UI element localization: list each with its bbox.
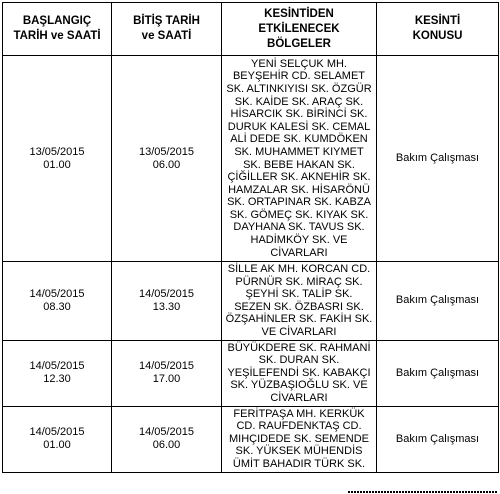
header-affected-regions bbox=[222, 3, 377, 56]
region-line: HİSARCIK SK. BİRİNCİ SK. bbox=[230, 108, 368, 121]
outage-topic-cell bbox=[377, 56, 499, 262]
header-topic-line: KONUSU bbox=[412, 30, 463, 42]
header-start-line: TARİH ve SAATİ bbox=[13, 30, 101, 42]
region-line: PÜRNÜR SK. MİRAÇ SK. bbox=[235, 275, 363, 288]
page-bottom-rule bbox=[348, 491, 498, 493]
region-line: MIHÇIDEDE SK. SEMENDE bbox=[229, 432, 369, 445]
outage-topic-cell bbox=[377, 340, 499, 406]
start-datetime-cell bbox=[3, 56, 112, 262]
header-end-datetime bbox=[112, 3, 222, 56]
outage-topic: Bakım Çalışması bbox=[395, 152, 480, 165]
region-line: ÜMİT BAHADIR TÜRK SK. bbox=[232, 457, 366, 470]
region-line: VE CİVARLARI bbox=[261, 325, 337, 338]
end-date: 14/05/2015 bbox=[138, 426, 195, 439]
end-datetime-cell bbox=[112, 340, 222, 406]
header-topic-line: KESİNTİ bbox=[414, 15, 461, 27]
header-outage-topic bbox=[377, 3, 499, 56]
end-datetime-cell bbox=[112, 262, 222, 341]
end-datetime-cell bbox=[112, 406, 222, 472]
affected-regions-cell bbox=[222, 340, 377, 406]
region-line: ŞEYHİ SK. TALİP SK. bbox=[245, 288, 353, 301]
region-line: BEYŞEHİR CD. SELAMET bbox=[232, 70, 366, 83]
region-line: SK. ALTINKIYISI SK. ÖZGÜR bbox=[226, 82, 372, 95]
end-date: 13/05/2015 bbox=[138, 145, 195, 158]
outage-topic: Bakım Çalışması bbox=[395, 432, 480, 445]
start-time: 01.00 bbox=[43, 439, 71, 452]
start-date: 14/05/2015 bbox=[29, 288, 85, 301]
end-date: 14/05/2015 bbox=[138, 360, 195, 373]
header-start-line: BAŞLANGIÇ bbox=[22, 15, 92, 27]
end-time: 13.30 bbox=[152, 300, 181, 313]
region-line: DAYHANA SK. TAVUS SK. bbox=[233, 221, 365, 234]
region-line: CİVARLARI bbox=[270, 391, 328, 404]
header-regions-line: KESİNTİDEN ETKİLENECEK bbox=[258, 7, 340, 35]
region-line: SK. ORTAPINAR SK. KABZA bbox=[227, 196, 371, 209]
affected-regions-cell bbox=[222, 262, 377, 341]
start-date: 14/05/2015 bbox=[29, 426, 85, 439]
end-time: 17.00 bbox=[152, 373, 181, 386]
start-time: 08.30 bbox=[43, 300, 71, 313]
region-line: SK. MUHAMMET KIYMET bbox=[234, 145, 364, 158]
start-datetime-cell bbox=[3, 406, 112, 472]
region-line: CD. RAUFDENKTAŞ CD. bbox=[236, 420, 362, 433]
region-line: YENİ SELÇUK MH. bbox=[251, 57, 347, 70]
region-line: ÖZŞAHİNLER SK. FAKİH SK. bbox=[225, 313, 373, 326]
start-time: 12.30 bbox=[43, 373, 71, 386]
start-date: 14/05/2015 bbox=[29, 360, 85, 373]
end-date: 14/05/2015 bbox=[138, 288, 195, 301]
outage-topic: Bakım Çalışması bbox=[395, 294, 480, 307]
header-end-line: ve SAATİ bbox=[141, 30, 192, 42]
region-line: SK. BEBE HAKAN SK. bbox=[243, 158, 355, 171]
table-row bbox=[3, 340, 499, 406]
header-regions-line: BÖLGELER bbox=[267, 37, 331, 50]
region-line: CİVARLARI bbox=[270, 246, 328, 259]
table-row bbox=[3, 406, 499, 472]
region-line: SK. YÜZBAŞIOĞLU SK. VE bbox=[230, 379, 368, 392]
end-datetime-cell bbox=[112, 56, 222, 262]
header-end-line: BİTİŞ TARİH bbox=[133, 15, 200, 27]
start-datetime-cell bbox=[3, 262, 112, 341]
outage-schedule-table bbox=[2, 2, 499, 473]
region-line: ÇİĞİLLER SK. AKNEHİR SK. bbox=[227, 171, 371, 184]
start-time: 01.00 bbox=[43, 158, 71, 171]
outage-topic: Bakım Çalışması bbox=[395, 366, 480, 379]
header-start-datetime bbox=[3, 3, 112, 56]
region-line: DURUK KALESİ SK. CEMAL bbox=[227, 120, 371, 133]
region-line: SK. DURAN SK. bbox=[258, 354, 340, 367]
region-line: BÜYÜKDERE SK. RAHMANİ bbox=[227, 341, 371, 354]
table-row bbox=[3, 262, 499, 341]
start-datetime-cell bbox=[3, 340, 112, 406]
header-row bbox=[3, 3, 499, 56]
end-time: 06.00 bbox=[152, 439, 181, 452]
region-line: SK. YÜKSEK MÜHENDİS bbox=[235, 445, 363, 458]
outage-topic-cell bbox=[377, 406, 499, 472]
start-date: 13/05/2015 bbox=[29, 145, 85, 158]
region-line: YEŞİLEFENDİ SK. KABAKÇI bbox=[227, 366, 371, 379]
region-line: SK. GÖMEÇ SK. KIYAK SK. bbox=[229, 208, 369, 221]
affected-regions-cell bbox=[222, 406, 377, 472]
outage-topic-cell bbox=[377, 262, 499, 341]
table-row bbox=[3, 56, 499, 262]
region-line: SEZEN SK. ÖZBASRI SK. bbox=[234, 300, 364, 313]
region-line: FERİTPAŞA MH. KERKÜK bbox=[233, 407, 365, 420]
region-line: HADİMKÖY SK. VE bbox=[250, 234, 348, 247]
region-line: ALİ DEDE SK. KUMDÖKEN bbox=[230, 133, 368, 146]
region-line: SK. KAİDE SK. ARAÇ SK. bbox=[234, 95, 364, 108]
region-line: SİLLE AK MH. KORCAN CD. bbox=[227, 263, 371, 275]
region-line: HAMZALAR SK. HİSARÖNÜ bbox=[228, 183, 370, 196]
affected-regions-cell bbox=[222, 56, 377, 262]
end-time: 06.00 bbox=[152, 158, 181, 171]
